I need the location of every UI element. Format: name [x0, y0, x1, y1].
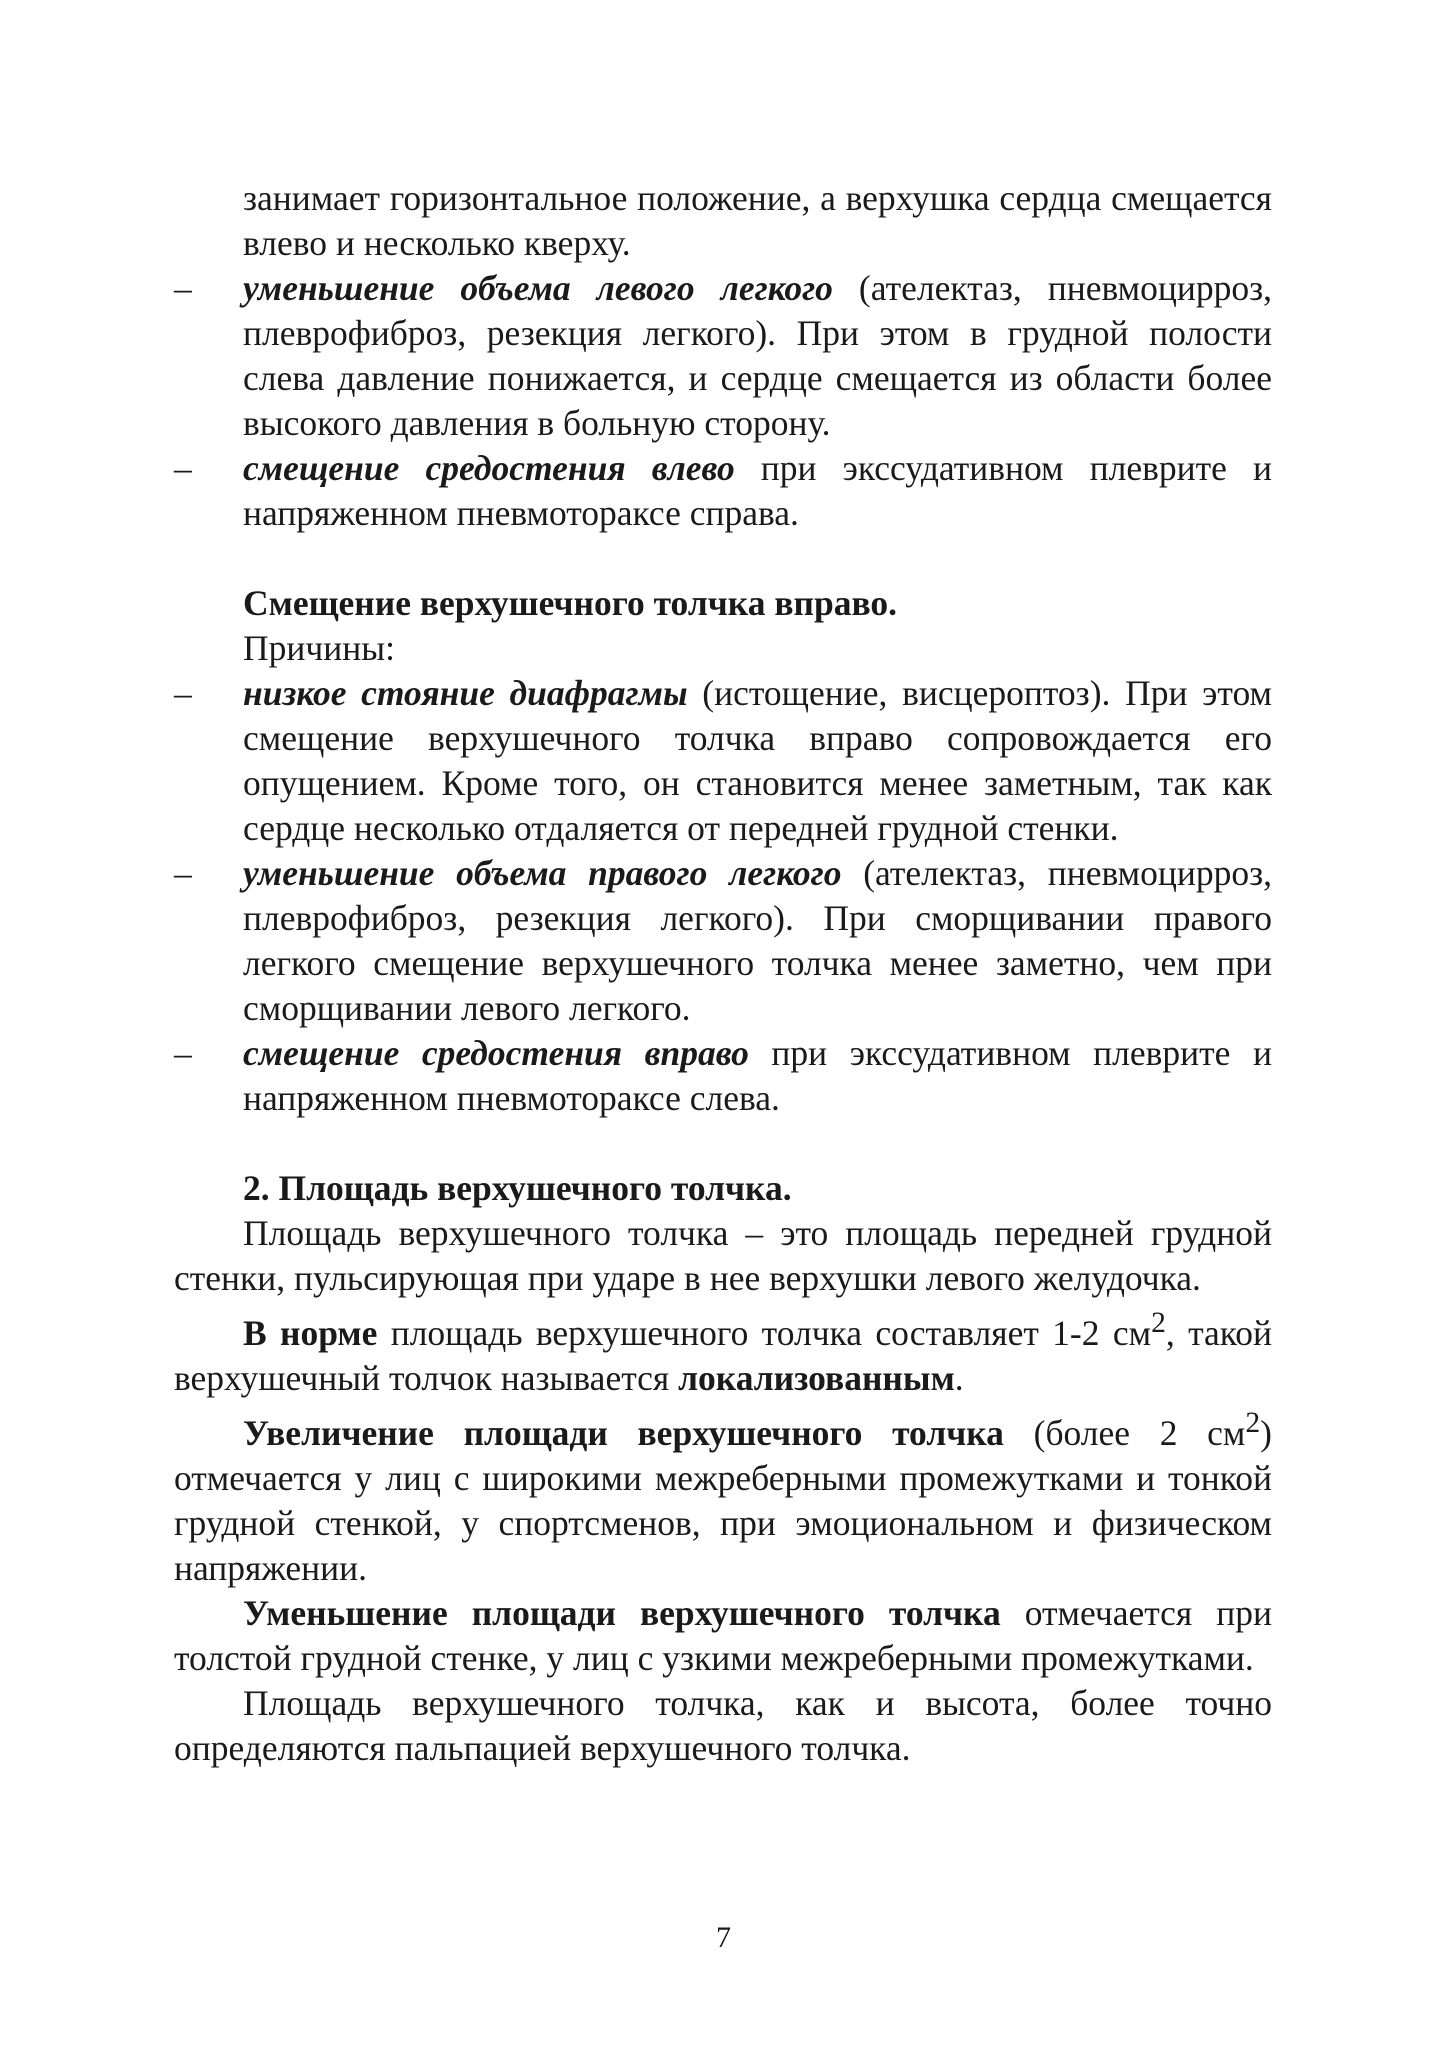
page-body	[174, 176, 1272, 1771]
norm-lead: В норме	[243, 1312, 378, 1353]
paragraph-increase	[174, 1401, 1272, 1591]
page-number: 7	[716, 1921, 731, 1954]
causes-label: Причины:	[243, 628, 395, 668]
paragraph-palpation: Площадь верхушечного толчка, как и высота, более точно определяются пальпацией верхушечного толчка.	[174, 1682, 1272, 1768]
list-item-left-lung	[174, 266, 1272, 446]
norm-term: локализованным	[678, 1357, 955, 1398]
decrease-lead: Уменьшение площади верхушечного толчка	[243, 1592, 1001, 1633]
section-heading-right-shift: Смещение верхушечного толчка вправо.	[243, 583, 897, 623]
list-item-text: (ателектаз, пневмоцирроз, плеврофиброз, резекция легкого). При сморщивании правого легкого смещение верхушечного толчка менее заметно, чем при сморщивании левого легкого.	[243, 853, 1272, 1028]
increase-superscript: 2	[1245, 1406, 1261, 1439]
decrease-text: отмечается при толстой грудной стенке, у лиц с узкими межреберными промежутками.	[174, 1592, 1272, 1678]
spacer	[174, 1121, 1272, 1166]
norm-text-2: , такой верхушечный толчок называется	[174, 1312, 1272, 1398]
list-item-mediastinum-right	[174, 1031, 1272, 1121]
list-dash: –	[174, 673, 192, 713]
norm-superscript: 2	[1151, 1307, 1166, 1339]
continued-text: занимает горизонтальное положение, а верхушка сердца смещается влево и несколько кверху.	[243, 178, 1272, 263]
list-item-lead: уменьшение объема правого легкого	[243, 853, 842, 893]
list-dash: –	[174, 853, 192, 893]
list-item-lead: уменьшение объема левого легкого	[243, 268, 833, 308]
list-dash: –	[174, 1033, 192, 1073]
spacer	[174, 536, 1272, 581]
continued-paragraph	[174, 176, 1272, 266]
list-item-mediastinum-left	[174, 446, 1272, 536]
norm-text: площадь верхушечного толчка составляет 1-2 см	[377, 1312, 1152, 1353]
list-item-lead: низкое стояние диафрагмы	[243, 673, 688, 713]
paragraph-decrease	[174, 1591, 1272, 1681]
list-item-text: при экссудативном плеврите и напряженном пневмотораксе справа.	[243, 448, 1272, 533]
list-item-diaphragm	[174, 671, 1272, 851]
increase-lead: Увеличение площади верхушечного толчка	[243, 1412, 1004, 1453]
list-item-lead: смещение средостения вправо	[243, 1033, 749, 1073]
list-item-text: при экссудативном плеврите и напряженном пневмотораксе слева.	[243, 1033, 1272, 1118]
increase-text-2: ) отмечается у лиц с широкими межреберными промежутками и тонкой грудной стенкой, у спортсменов, при эмоциональном и физическом напряжении.	[174, 1412, 1272, 1588]
paragraph-norm	[174, 1301, 1272, 1401]
list-item-text: (истощение, висцероптоз). При этом смещение верхушечного толчка вправо сопровождается его опущением. Кроме того, он становится менее заметным, так как сердце несколько отдаляется от передней грудной стенки.	[243, 673, 1272, 848]
list-item-lead: смещение средостения влево	[243, 448, 735, 488]
norm-end: .	[954, 1357, 964, 1398]
list-item-text: (ателектаз, пневмоцирроз, плеврофиброз, резекция легкого). При этом в грудной полости слева давление понижается, и сердце смещается из области более высокого давления в больную сторону.	[243, 268, 1272, 443]
increase-text: (более 2 см	[1003, 1412, 1246, 1453]
list-item-right-lung	[174, 851, 1272, 1031]
list-dash: –	[174, 448, 192, 488]
section-heading-area: 2. Площадь верхушечного толчка.	[243, 1168, 792, 1208]
paragraph-definition: Площадь верхушечного толчка – это площадь передней грудной стенки, пульсирующая при ударе в нее верхушки левого желудочка.	[174, 1213, 1272, 1298]
list-dash: –	[174, 268, 192, 308]
